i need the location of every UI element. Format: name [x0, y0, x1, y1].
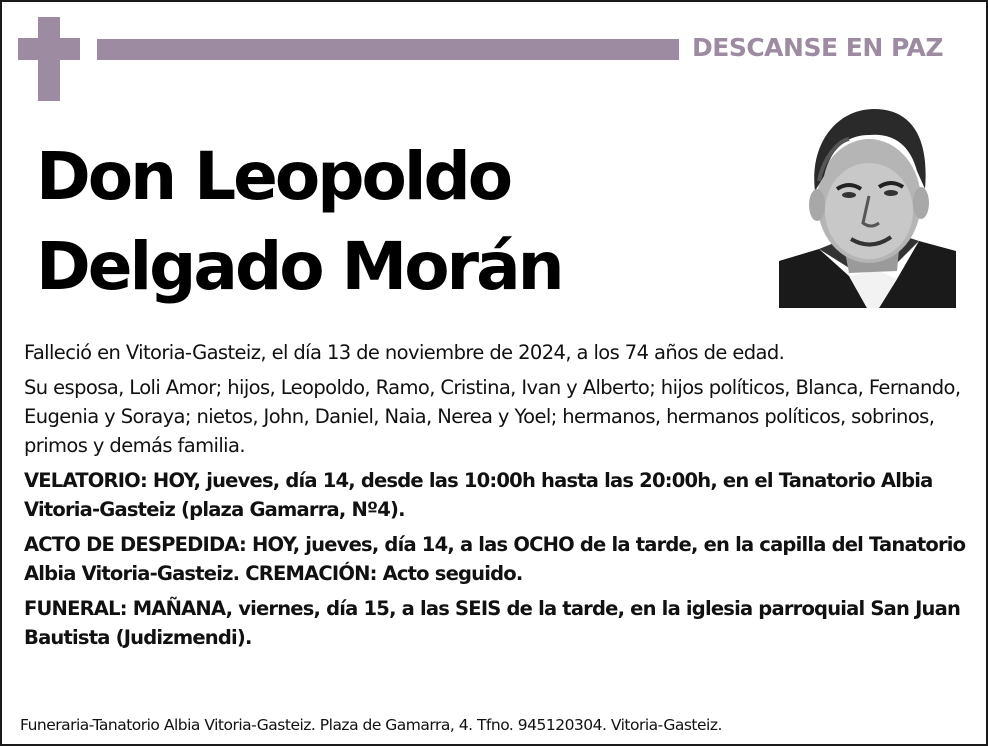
portrait-illustration: [779, 101, 956, 308]
portrait-photo: [779, 101, 956, 308]
funeral-info: FUNERAL: MAÑANA, viernes, día 15, a las SEIS de la tarde, en la iglesia parroquial San Juan Bautista (Judizmendi).: [24, 597, 961, 649]
despedida-info: ACTO DE DESPEDIDA: HOY, jueves, día 14, a las OCHO de la tarde, en la capilla del Tanatorio Albia Vitoria-Gasteiz. CREMACIÓN: Acto seguido.: [24, 533, 966, 585]
deceased-name: [36, 132, 562, 312]
death-notice: Falleció en Vitoria-Gasteiz, el día 13 de noviembre de 2024, a los 74 años de edad.: [24, 341, 785, 364]
name-line-2: Delgado Morán: [36, 228, 562, 305]
velatorio-info: VELATORIO: HOY, jueves, día 14, desde las 10:00h hasta las 20:00h, en el Tanatorio Albia Vitoria-Gasteiz (plaza Gamarra, Nº4).: [24, 469, 933, 521]
funeral-home-footer: Funeraria-Tanatorio Albia Vitoria-Gasteiz. Plaza de Gamarra, 4. Tfno. 945120304. Vitoria-Gasteiz.: [20, 716, 722, 734]
obituary-body: [24, 338, 970, 658]
rip-label: DESCANSE EN PAZ: [692, 33, 943, 62]
cross-icon-arm: [18, 38, 80, 60]
header-bar: [97, 39, 679, 60]
family-list: Su esposa, Loli Amor; hijos, Leopoldo, Ramo, Cristina, Ivan y Alberto; hijos políticos, Blanca, Fernando, Eugenia y Soraya; nietos, John, Daniel, Naia, Nerea y Yoel; hermanos, hermanos políticos, sobrinos, primos y demás familia.: [24, 376, 961, 457]
name-line-1: Don Leopoldo: [36, 138, 511, 215]
